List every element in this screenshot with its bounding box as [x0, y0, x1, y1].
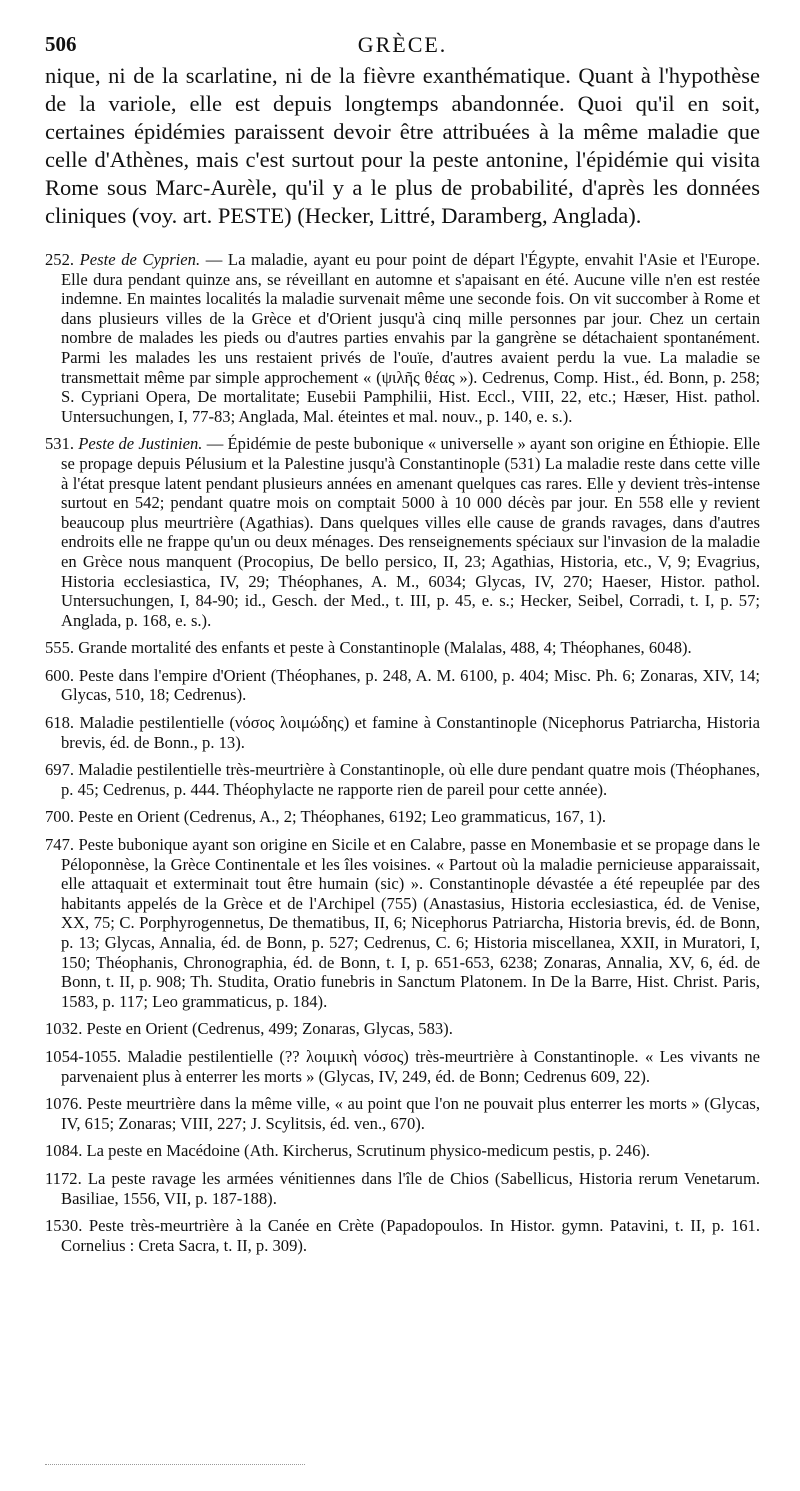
- entry-date: 555.: [45, 638, 75, 658]
- entry-date: 700.: [45, 807, 75, 827]
- entry-text: Peste en Orient (Cedrenus, A., 2; Théophanes, 6192; Leo grammaticus, 167, 1).: [74, 807, 607, 827]
- entry-date: 1530.: [45, 1216, 83, 1236]
- entry-text: — Épidémie de peste bubonique « universelle » ayant son origine en Éthiopie. Elle se propage depuis Pélusium et la Palestine jusqu'à Constantinople (531) La maladie reste dans cette ville à l'état presque latent pendant plusieurs années en amenant quelques cas rares. Elle y devient très-intense surtout en 542; pendant quatre mois on comptait 5000 à 10 000 décès par jour. En 558 elle y revient beaucoup plus meurtrière (Agathias). Dans quelques villes elle cause de grands ravages, dans d'autres endroits elle ne frappe qu'un ou deux ménages. Des renseignements spéciaux sur l'invasion de la maladie en Grèce nous manquent (Procopius, De bello persico, II, 23; Agathias, Historia, etc., V, 9; Evagrius, Historia ecclesiastica, IV, 29; Théophanes, A. M., 6034; Glycas, IV, 270; Haeser, Histor. pathol. Untersuchungen, I, 84-90; id., Gesch. der Med., t. III, p. 45, e. s.; Hecker, Seibel, Corradi, t. I, p. 57; Anglada, p. 168, e. s.).: [61, 434, 760, 630]
- entry-text: La peste ravage les armées vénitiennes dans l'île de Chios (Sabellicus, Historia rerum Venetarum. Basiliae, 1556, VII, p. 187-188).: [61, 1168, 760, 1208]
- chronology-entry: [45, 835, 760, 1011]
- chronology-entry: [45, 434, 760, 630]
- entry-text: Maladie pestilentielle (νόσος λοιμώδης) et famine à Constantinople (Nicephorus Patriarcha, Historia brevis, éd. de Bonn., p. 13).: [61, 713, 760, 752]
- running-title: GRÈCE.: [357, 32, 448, 57]
- entry-text: La peste en Macédoine (Ath. Kircherus, Scrutinum physico-medicum pestis, p. 246).: [82, 1141, 651, 1161]
- entry-date: 1084.: [45, 1141, 83, 1161]
- chronology-entry: [45, 1047, 760, 1086]
- chronology-entry: [45, 638, 760, 658]
- entry-date: 252.: [45, 250, 75, 269]
- chronology-entry: [45, 760, 760, 799]
- entry-text: Peste dans l'empire d'Orient (Théophanes, p. 248, A. M. 6100, p. 404; Misc. Ph. 6; Zonaras, XIV, 14; Glycas, 510, 18; Cedrenus).: [61, 665, 760, 705]
- entry-date: 600.: [45, 665, 75, 685]
- entry-text: Peste très-meurtrière à la Canée en Crète (Papadopoulos. In Histor. gymn. Patavini, t. II, p. 161. Cornelius : Creta Sacra, t. II, p. 309).: [61, 1216, 760, 1255]
- page-number: 506: [45, 32, 77, 56]
- chronology-entry: [45, 666, 760, 705]
- chronology-entry: [45, 713, 760, 752]
- chronology-entry: [45, 807, 760, 827]
- entry-text: Grande mortalité des enfants et peste à Constantinople (Malalas, 488, 4; Théophanes, 6048).: [74, 638, 692, 658]
- entry-title: Peste de Justinien.: [78, 434, 203, 454]
- entry-date: 747.: [45, 835, 75, 855]
- entry-date: 618.: [45, 713, 75, 733]
- entry-date: 531.: [45, 434, 75, 454]
- footer-rule: [45, 1464, 305, 1465]
- entry-text: Peste en Orient (Cedrenus, 499; Zonaras, Glycas, 583).: [82, 1019, 453, 1039]
- entry-text: Peste bubonique ayant son origine en Sicile et en Calabre, passe en Monembasie et se propage dans le Péloponnèse, la Grèce Continentale et les îles voisines. « Partout où la maladie pernicieuse apparaissait, elle attaquait et exterminait tout être humain (sic) ». Constantinople dévastée a été repeuplée par des habitants appelés de la Grèce et de l'Archipel (755) (Anastasius, Historia ecclesiastica, éd. de Venise, XX, 75; C. Porphyrogennetus, De thematibus, II, 6; Nicephorus Patriarcha, Historia brevis, éd. de Bonn, p. 13; Glycas, Annalia, éd. de Bonn, p. 527; Cedrenus, C. 6; Historia miscellanea, XXII, in Muratori, I, 150; Théophanis, Chronographia, éd. de Bonn, t. I, p. 651-653, 6238; Zonaras, Annalia, XV, 6, éd. de Bonn, t. II, p. 908; Th. Studita, Oratio funebris in Sanctum Platonem. In De la Barre, Hist. Christ. Paris, 1583, p. 117; Leo grammaticus, p. 184).: [61, 835, 760, 1011]
- page-header: [45, 26, 760, 60]
- lead-paragraph: nique, ni de la scarlatine, ni de la fièvre exanthématique. Quant à l'hypothèse de la variole, elle est depuis longtemps abandonnée. Quoi qu'il en soit, certaines épidémies paraissent devoir être attribuées à la même maladie que celle d'Athènes, mais c'est surtout pour la peste antonine, l'épidémie qui visita Rome sous Marc-Aurèle, qu'il y a le plus de probabilité, d'après les données cliniques (voy. art. PESTE) (Hecker, Littré, Daramberg, Anglada).: [45, 63, 760, 228]
- chronology-entry: [45, 1169, 760, 1208]
- entry-text: Maladie pestilentielle (?? λοιμικὴ νόσος) très-meurtrière à Constantinople. « Les vivants ne parvenaient plus à enterrer les morts » (Glycas, IV, 249, éd. de Bonn; Cedrenus 609, 22).: [61, 1046, 760, 1086]
- entry-date: 1032.: [45, 1019, 83, 1039]
- entry-date: 1076.: [45, 1094, 83, 1114]
- chronology-entry: [45, 1141, 760, 1161]
- chronology-entry: [45, 1216, 760, 1255]
- entry-date: 1172.: [45, 1168, 82, 1188]
- chronology-entry: [45, 1094, 760, 1133]
- entry-text: — La maladie, ayant eu pour point de départ l'Égypte, envahit l'Asie et l'Europe. Elle dura pendant quinze ans, se réveillant en automne et s'apaisant en été. Aucune ville n'en est restée indemne. En maintes localités la maladie survenait même une seconde fois. On vit succomber à Rome et dans plusieurs villes de la Grèce et d'Orient jusqu'à cinq mille personnes par jour. Chez un certain nombre de malades les pieds ou d'autres parties envahis par la gangrène se détachaient spontanément. Parmi les malades les uns restaient privés de l'ouïe, d'autres avaient perdu la vue. La maladie se transmettait même par simple approchement « (ψιλῆς θέας »). Cedrenus, Comp. Hist., éd. Bonn, p. 258; S. Cypriani Opera, De mortalitate; Eusebii Pamphilii, Hist. Eccl., VIII, 22, etc.; Hæser, Hist. pathol. Untersuchungen, I, 77-83; Anglada, Mal. éteintes et mal. nouv., p. 140, e. s.).: [61, 250, 760, 426]
- chronology-entry: [45, 1019, 760, 1039]
- chronology-list: [45, 250, 760, 1263]
- entry-title: Peste de Cyprien.: [79, 250, 201, 269]
- entry-text: Peste meurtrière dans la même ville, « au point que l'on ne pouvait plus enterrer les morts » (Glycas, IV, 615; Zonaras; VIII, 227; J. Scylitsis, éd. ven., 670).: [61, 1094, 760, 1133]
- entry-date: 697.: [45, 760, 75, 780]
- entry-text: Maladie pestilentielle très-meurtrière à Constantinople, où elle dure pendant quatre mois (Théophanes, p. 45; Cedrenus, p. 444. Théophylacte ne rapporte rien de pareil pour cette année).: [61, 760, 760, 799]
- entry-date: 1054-1055.: [45, 1046, 122, 1066]
- chronology-entry: [45, 250, 760, 426]
